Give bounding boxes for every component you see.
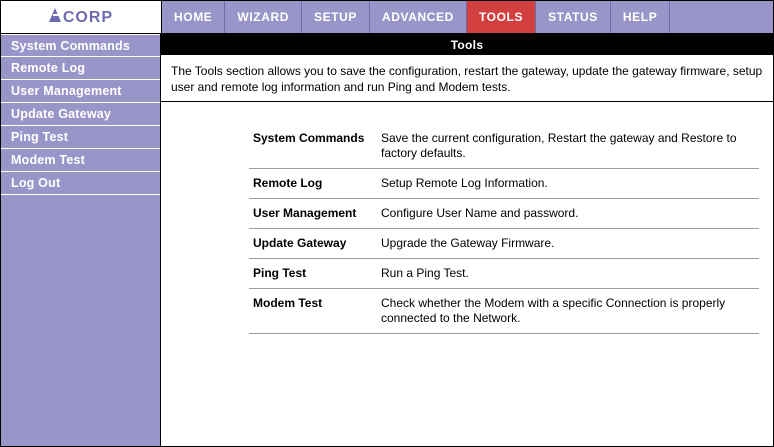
sidebar — [1, 34, 161, 447]
sidebar-item-user-management[interactable]: User Management — [1, 80, 160, 103]
sidebar-item-ping-test[interactable]: Ping Test — [1, 126, 160, 149]
tool-desc-system-commands: Save the current configuration, Restart the gateway and Restore to factory defaults. — [377, 124, 759, 169]
table-row[interactable] — [249, 229, 759, 259]
tools-table — [249, 124, 759, 334]
page-title: Tools — [161, 34, 773, 55]
sidebar-item-modem-test[interactable]: Modem Test — [1, 149, 160, 172]
tool-name-user-management: User Management — [249, 199, 377, 229]
nav-item-setup[interactable]: SETUP — [302, 1, 370, 33]
tool-name-system-commands: System Commands — [249, 124, 377, 169]
main-content — [161, 34, 773, 447]
triangle-a-logo-icon — [49, 7, 62, 22]
nav-item-help[interactable]: HELP — [611, 1, 670, 33]
main-nav — [162, 1, 773, 33]
nav-item-advanced[interactable]: ADVANCED — [370, 1, 467, 33]
tool-desc-user-management: Configure User Name and password. — [377, 199, 759, 229]
tool-name-update-gateway: Update Gateway — [249, 229, 377, 259]
sidebar-item-system-commands[interactable]: System Commands — [1, 34, 160, 57]
table-row[interactable] — [249, 289, 759, 334]
tool-name-modem-test: Modem Test — [249, 289, 377, 334]
page-intro: The Tools section allows you to save the configuration, restart the gateway, update the gateway firmware, setup user and remote log information and run Ping and Modem tests. — [161, 55, 773, 102]
sidebar-item-log-out[interactable]: Log Out — [1, 172, 160, 195]
tool-desc-remote-log: Setup Remote Log Information. — [377, 169, 759, 199]
nav-filler — [670, 1, 773, 33]
sidebar-item-remote-log[interactable]: Remote Log — [1, 57, 160, 80]
sidebar-item-update-gateway[interactable]: Update Gateway — [1, 103, 160, 126]
tool-name-remote-log: Remote Log — [249, 169, 377, 199]
body — [1, 34, 773, 447]
tool-desc-modem-test: Check whether the Modem with a specific Connection is properly connected to the Network. — [377, 289, 759, 334]
nav-item-wizard[interactable]: WIZARD — [225, 1, 302, 33]
nav-item-home[interactable]: HOME — [162, 1, 225, 33]
nav-item-tools[interactable]: TOOLS — [467, 1, 536, 33]
table-row[interactable] — [249, 259, 759, 289]
table-row[interactable] — [249, 124, 759, 169]
table-row[interactable] — [249, 199, 759, 229]
tool-desc-ping-test: Run a Ping Test. — [377, 259, 759, 289]
nav-item-status[interactable]: STATUS — [536, 1, 611, 33]
tool-name-ping-test: Ping Test — [249, 259, 377, 289]
brand-name: CORP — [62, 9, 114, 26]
brand-logo[interactable] — [1, 1, 162, 33]
header — [1, 1, 773, 34]
table-row[interactable] — [249, 169, 759, 199]
tool-desc-update-gateway: Upgrade the Gateway Firmware. — [377, 229, 759, 259]
tools-list — [161, 102, 773, 447]
